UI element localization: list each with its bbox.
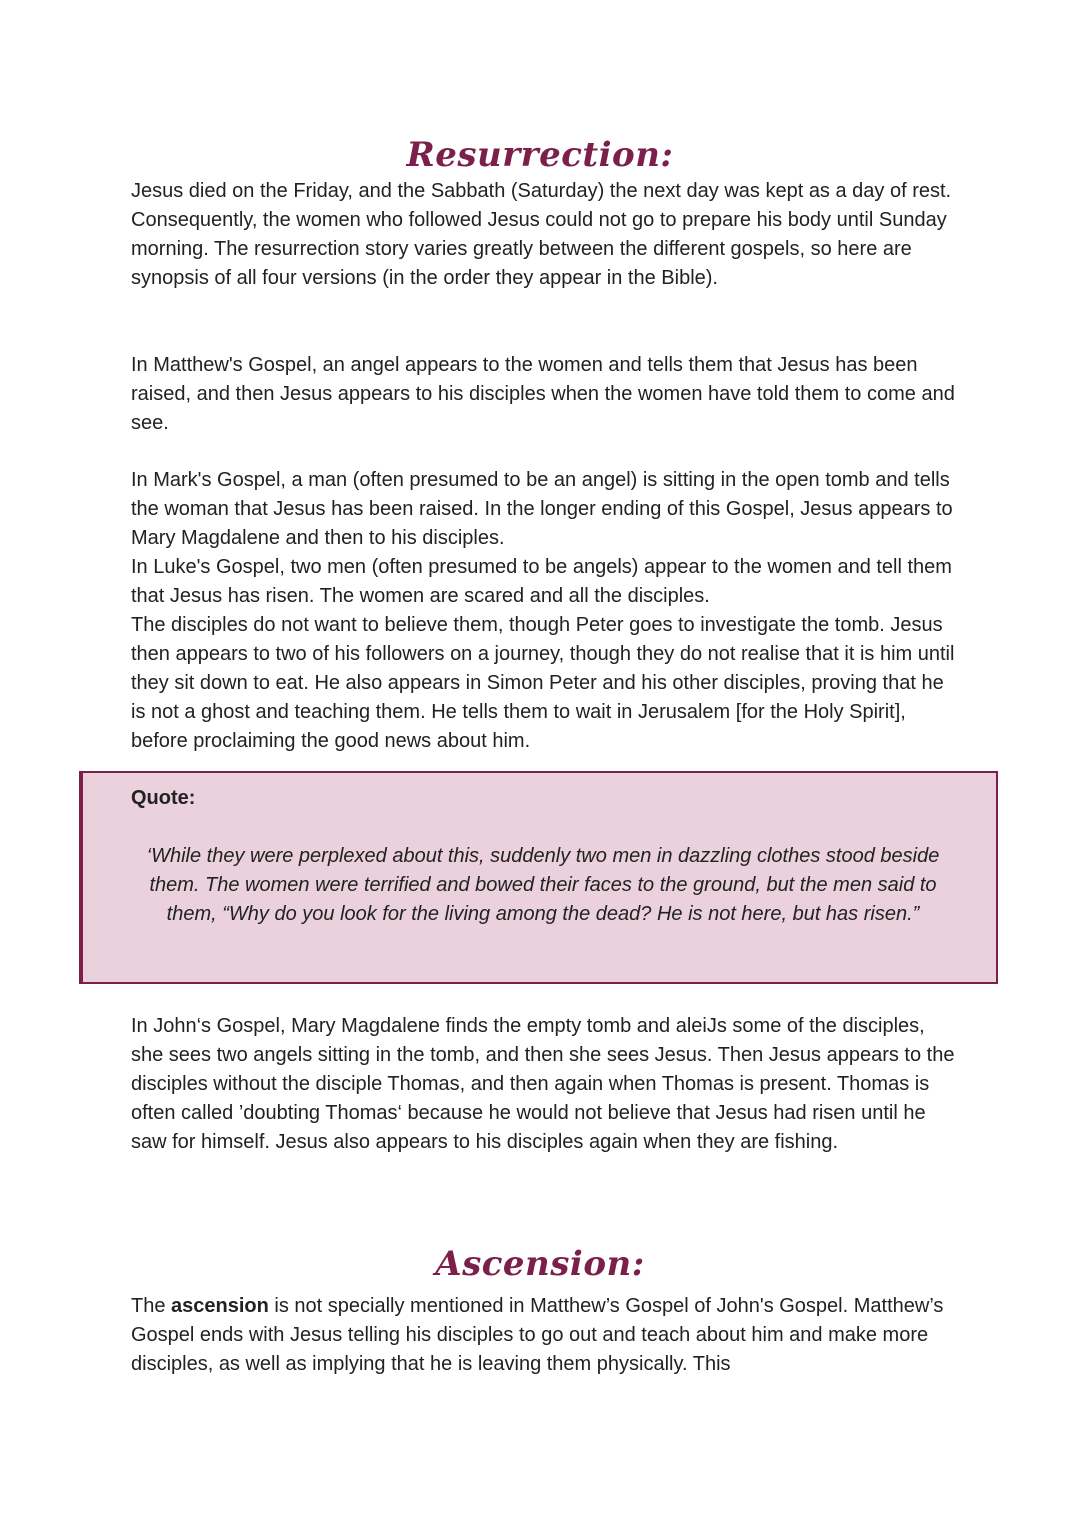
ascension-body-text: is not specially mentioned in Matthew’s Gospel of John's Gospel. Matthew’s Gospel ends with Jesus telling his disciples to go out and teach about him and make more disciples, as well as implying that he is leaving them physically. This xyxy=(131,1295,944,1375)
resurrection-intro-paragraph: Jesus died on the Friday, and the Sabbath (Saturday) the next day was kept as a day of rest. Consequently, the women who followed Jesus could not go to prepare his body until Sunday morning. The resurrection story varies greatly between the different gospels, so here are synopsis of all four versions (in the order they appear in the Bible). xyxy=(131,180,952,289)
ascension-lead-text: The xyxy=(131,1295,166,1317)
quote-label: Quote: xyxy=(131,787,196,809)
quote-box xyxy=(79,771,998,984)
luke-gospel-text-1: In Luke's Gospel, two men (often presumed to be angels) appear to the women and tell them that Jesus has risen. The women are scared and all the disciples. xyxy=(131,556,952,607)
ascension-heading: Ascension: xyxy=(435,1244,645,1284)
resurrection-heading: Resurrection: xyxy=(406,135,674,175)
mark-gospel-text: In Mark's Gospel, a man (often presumed to be an angel) is sitting in the open tomb and tells the woman that Jesus has been raised. In the longer ending of this Gospel, Jesus appears to Mary Magdalene and then to his disciples. xyxy=(131,469,953,549)
mark-luke-gospel-paragraph xyxy=(131,466,961,756)
quote-text: ‘While they were perplexed about this, suddenly two men in dazzling clothes stood beside them. The women were terrified and bowed their faces to the ground, but the men said to them, “Why do you look for the living among the dead? He is not here, but has risen.” xyxy=(146,845,940,925)
john-gospel-paragraph: In John‘s Gospel, Mary Magdalene finds the empty tomb and aleiJs some of the disciples, she sees two angels sitting in the tomb, and then she sees Jesus. Then Jesus appears to the disciples without the disciple Thomas, and then again when Thomas is present. Thomas is often called ’doubting Thomas‘ because he would not believe that Jesus had risen until he saw for himself. Jesus also appears to his disciples again when they are fishing. xyxy=(131,1015,955,1153)
matthew-gospel-paragraph: In Matthew's Gospel, an angel appears to the women and tells them that Jesus has been raised, and then Jesus appears to his disciples when the women have told them to come and see. xyxy=(131,354,955,434)
ascension-term: ascension xyxy=(171,1295,269,1317)
ascension-paragraph xyxy=(131,1292,961,1379)
luke-gospel-text-2: The disciples do not want to believe them, though Peter goes to investigate the tomb. Jesus then appears to two of his followers on a journey, though they do not realise that it is him until they sit down to eat. He also appears in Simon Peter and his other disciples, proving that he is not a ghost and teaching them. He tells them to wait in Jerusalem [for the Holy Spirit], before proclaiming the good news about him. xyxy=(131,614,955,752)
